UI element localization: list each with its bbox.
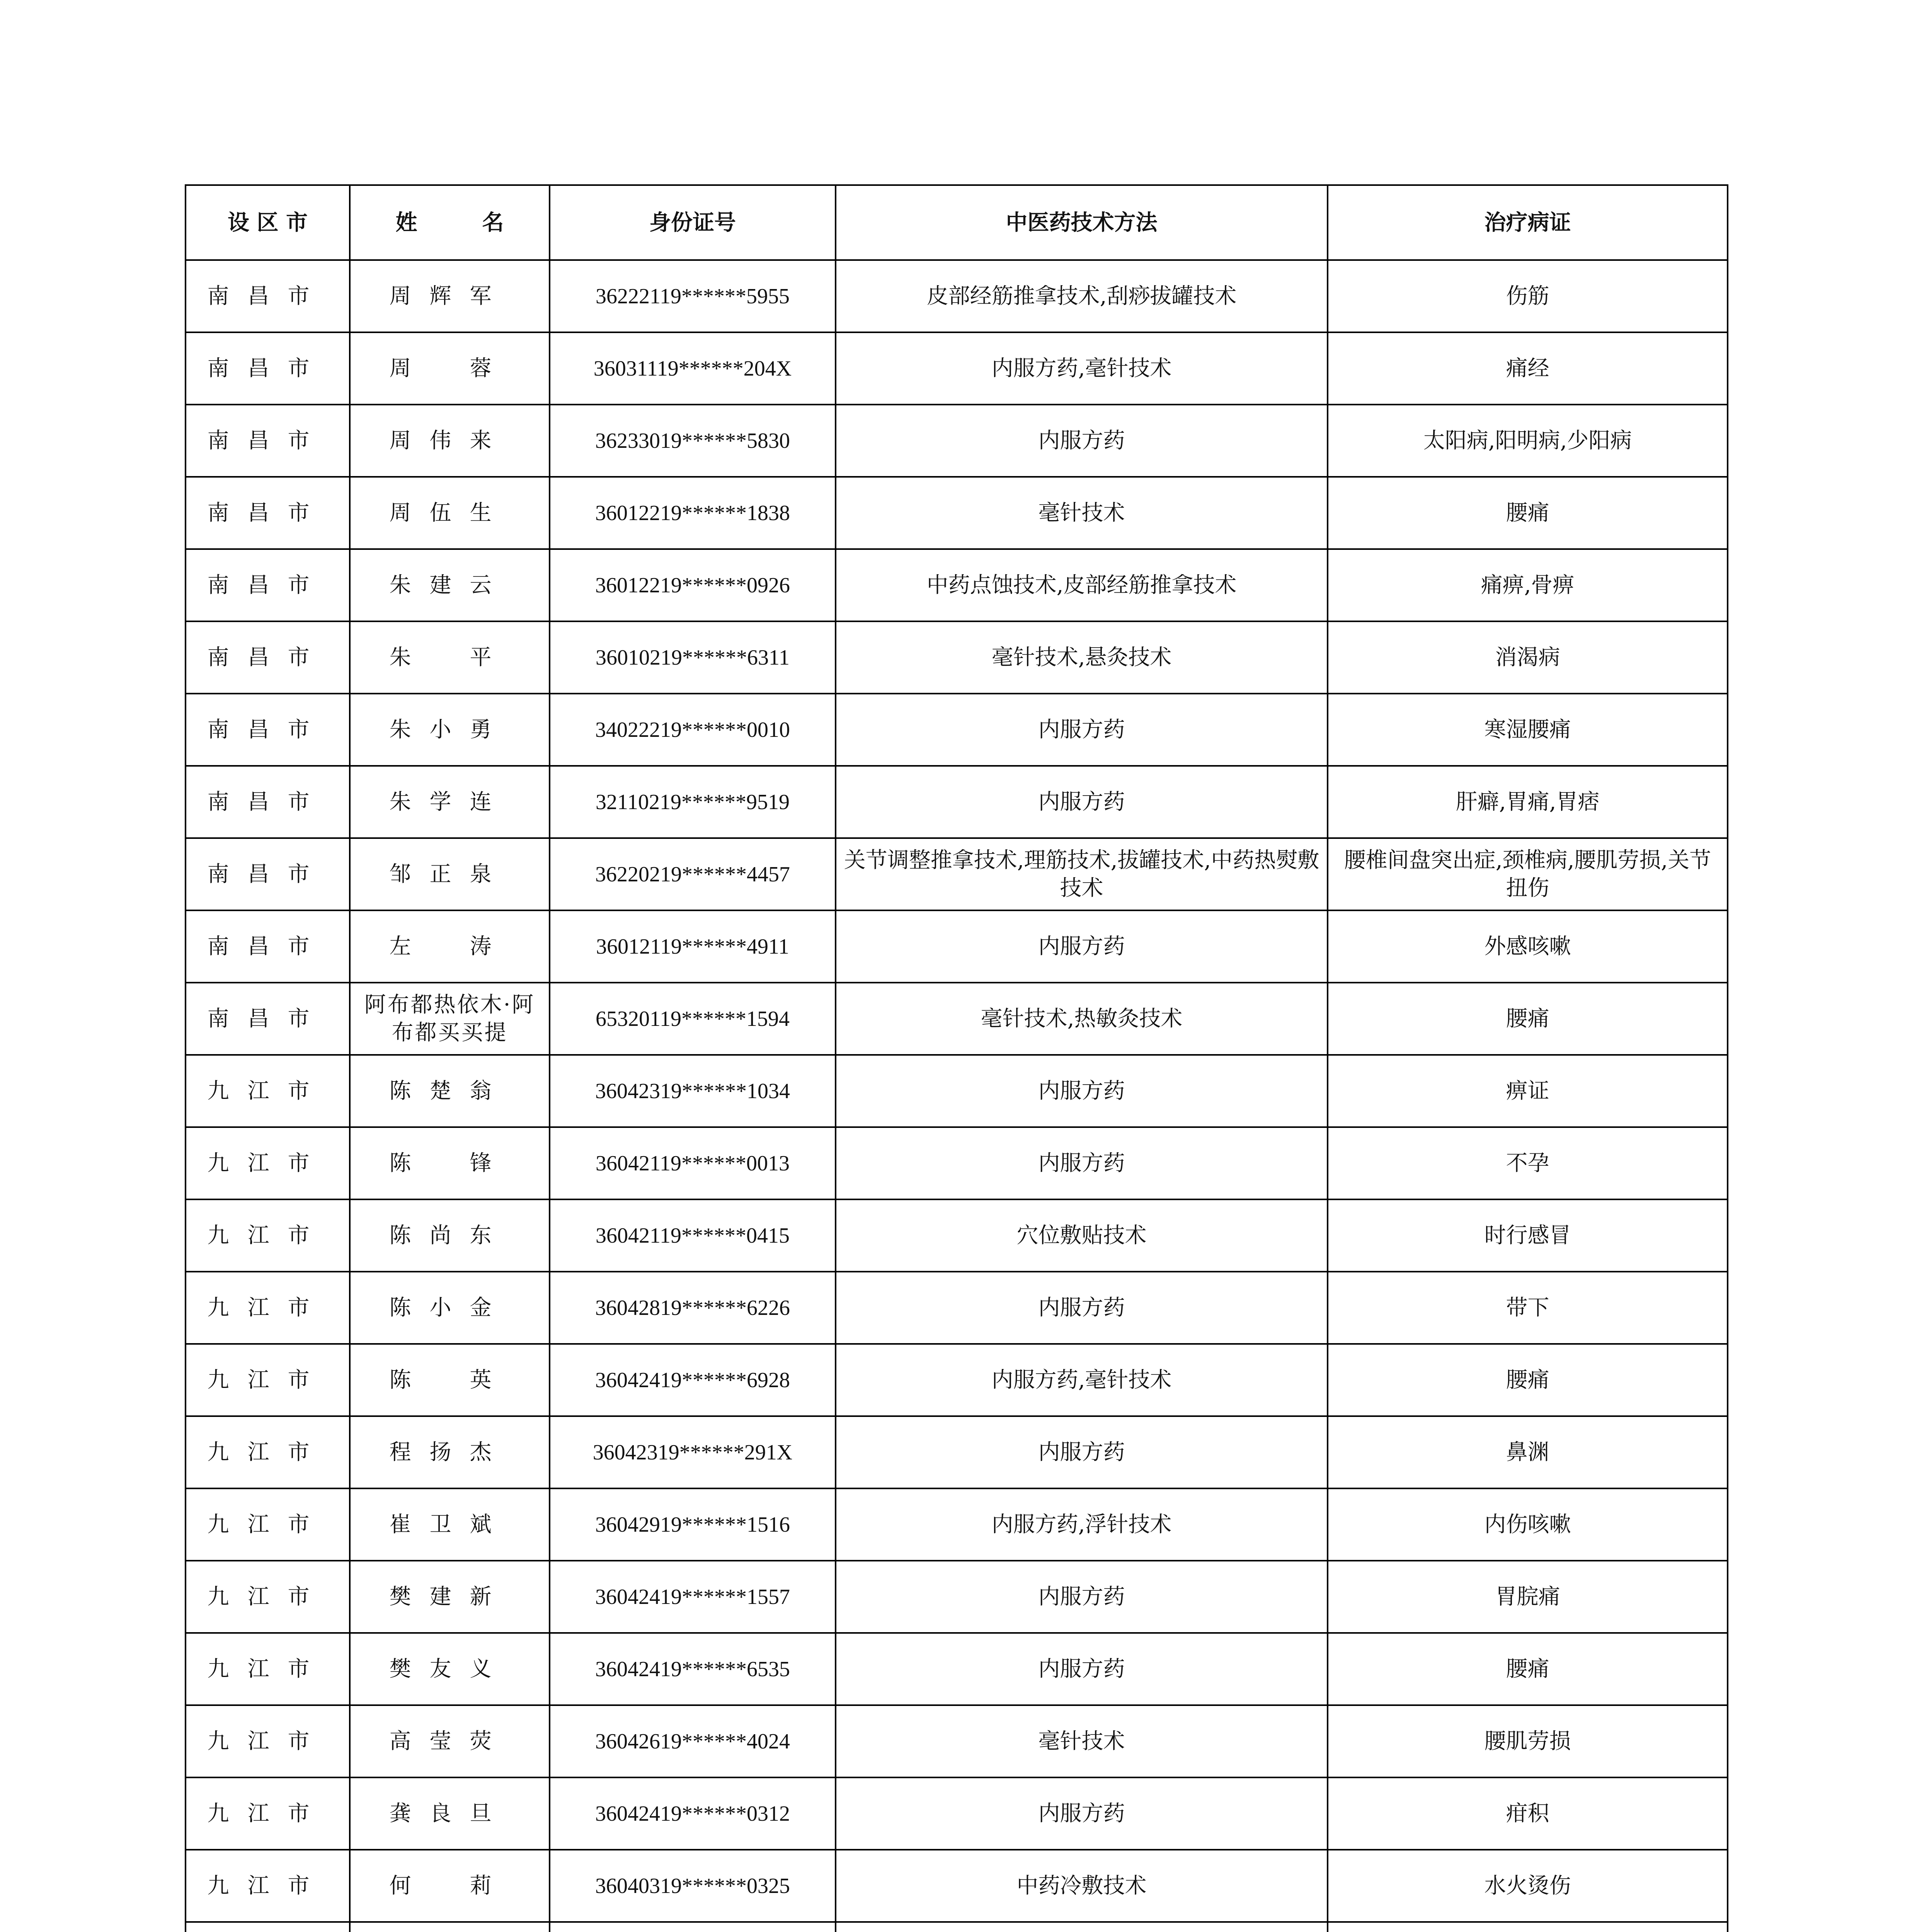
cell-name: 周伍生 xyxy=(350,477,550,549)
cell-condition: 痛经 xyxy=(1328,332,1728,405)
cell-name: 朱学连 xyxy=(350,766,550,838)
cell-condition: 痛痹,骨痹 xyxy=(1328,549,1728,621)
header-city: 设 区 市 xyxy=(186,185,350,260)
cell-id-number: 36042319******291X xyxy=(550,1416,836,1488)
cell-name: 周伟来 xyxy=(350,405,550,477)
table-row xyxy=(186,1705,1728,1777)
cell-name: 陈 英 xyxy=(350,1344,550,1416)
cell-condition: 不孕 xyxy=(1328,1127,1728,1199)
cell-city: 南昌市 xyxy=(186,405,350,477)
cell-condition: 寒湿腰痛 xyxy=(1328,694,1728,766)
cell-id-number: 36042119******0013 xyxy=(550,1127,836,1199)
cell-id-number: 36012219******1838 xyxy=(550,477,836,549)
cell-id-number: 36222119******5955 xyxy=(550,260,836,332)
cell-tcm-method: 内服方药 xyxy=(836,1561,1328,1633)
header-name: 姓 名 xyxy=(350,185,550,260)
cell-city: 九江市 xyxy=(186,1561,350,1633)
cell-city: 南昌市 xyxy=(186,549,350,621)
cell-name: 陈楚翁 xyxy=(350,1055,550,1127)
cell-condition: 消渴病 xyxy=(1328,621,1728,694)
cell-name: 樊友义 xyxy=(350,1633,550,1705)
cell-tcm-method: 内服方药 xyxy=(836,1272,1328,1344)
cell-id-number: 36042619******4024 xyxy=(550,1705,836,1777)
cell-condition: 腰痛 xyxy=(1328,1633,1728,1705)
cell-city: 南昌市 xyxy=(186,694,350,766)
cell-name: 龚良旦 xyxy=(350,1777,550,1850)
cell-tcm-method: 内服方药 xyxy=(836,694,1328,766)
cell-name: 朱小勇 xyxy=(350,694,550,766)
cell-tcm-method: 穴位敷贴技术 xyxy=(836,1199,1328,1272)
cell-name xyxy=(350,1922,550,1932)
cell-condition: 外感咳嗽 xyxy=(1328,910,1728,983)
table-header-row xyxy=(186,185,1728,260)
cell-id-number: 36042419******0312 xyxy=(550,1777,836,1850)
header-condition: 治疗病证 xyxy=(1328,185,1728,260)
cell-city: 九江市 xyxy=(186,1055,350,1127)
table-row xyxy=(186,1777,1728,1850)
cell-condition: 伤筋 xyxy=(1328,260,1728,332)
cell-id-number: 36042419******6535 xyxy=(550,1633,836,1705)
cell-name: 程扬杰 xyxy=(350,1416,550,1488)
cell-condition: 腰痛 xyxy=(1328,1344,1728,1416)
cell-tcm-method: 内服方药 xyxy=(836,1416,1328,1488)
cell-city: 九江市 xyxy=(186,1850,350,1922)
cell-condition: 疳积 xyxy=(1328,1777,1728,1850)
table-row xyxy=(186,910,1728,983)
cell-city: 九江市 xyxy=(186,1633,350,1705)
cell-tcm-method: 内服方药,毫针技术 xyxy=(836,1344,1328,1416)
cell-name: 邹正泉 xyxy=(350,838,550,910)
cell-id-number: 36012219******0926 xyxy=(550,549,836,621)
cell-id-number: 36012119******4911 xyxy=(550,910,836,983)
table-row xyxy=(186,838,1728,910)
cell-name: 左 涛 xyxy=(350,910,550,983)
cell-city: 南昌市 xyxy=(186,983,350,1055)
cell-name: 何 莉 xyxy=(350,1850,550,1922)
cell-name: 周辉军 xyxy=(350,260,550,332)
cell-condition: 太阳病,阳明病,少阳病 xyxy=(1328,405,1728,477)
table-row xyxy=(186,1561,1728,1633)
table-row xyxy=(186,1922,1728,1932)
cell-name: 朱 平 xyxy=(350,621,550,694)
table-row xyxy=(186,1344,1728,1416)
cell-name: 阿布都热依木·阿布都买买提 xyxy=(350,983,550,1055)
cell-tcm-method: 毫针技术,悬灸技术 xyxy=(836,621,1328,694)
table-row xyxy=(186,1055,1728,1127)
table-row xyxy=(186,260,1728,332)
cell-city: 九江市 xyxy=(186,1488,350,1561)
cell-name: 朱建云 xyxy=(350,549,550,621)
cell-name: 陈尚东 xyxy=(350,1199,550,1272)
cell-condition: 内伤咳嗽 xyxy=(1328,1488,1728,1561)
cell-tcm-method: 内服方药 xyxy=(836,766,1328,838)
cell-city: 南昌市 xyxy=(186,838,350,910)
cell-city: 九江市 xyxy=(186,1705,350,1777)
cell-tcm-method: 内服方药 xyxy=(836,1633,1328,1705)
table-row xyxy=(186,1850,1728,1922)
cell-name: 高莹荧 xyxy=(350,1705,550,1777)
cell-tcm-method: 皮部经筋推拿技术,刮痧拔罐技术 xyxy=(836,260,1328,332)
cell-city: 南昌市 xyxy=(186,766,350,838)
cell-condition: 鼻渊 xyxy=(1328,1416,1728,1488)
cell-id-number xyxy=(550,1922,836,1932)
cell-id-number: 65320119******1594 xyxy=(550,983,836,1055)
cell-name: 崔卫斌 xyxy=(350,1488,550,1561)
cell-id-number: 36042119******0415 xyxy=(550,1199,836,1272)
cell-condition: 腰痛 xyxy=(1328,983,1728,1055)
cell-city: 九江市 xyxy=(186,1199,350,1272)
cell-tcm-method: 中药点蚀技术,皮部经筋推拿技术 xyxy=(836,549,1328,621)
table-row xyxy=(186,983,1728,1055)
header-id-number: 身份证号 xyxy=(550,185,836,260)
cell-id-number: 36042919******1516 xyxy=(550,1488,836,1561)
cell-tcm-method: 内服方药 xyxy=(836,910,1328,983)
cell-tcm-method: 内服方药 xyxy=(836,405,1328,477)
cell-condition: 肝癖,胃痛,胃痞 xyxy=(1328,766,1728,838)
cell-city: 南昌市 xyxy=(186,260,350,332)
cell-tcm-method: 内服方药 xyxy=(836,1127,1328,1199)
cell-id-number: 36233019******5830 xyxy=(550,405,836,477)
cell-id-number: 32110219******9519 xyxy=(550,766,836,838)
cell-name: 樊建新 xyxy=(350,1561,550,1633)
cell-condition: 痹证 xyxy=(1328,1055,1728,1127)
header-tcm-method: 中医药技术方法 xyxy=(836,185,1328,260)
cell-condition: 时行感冒 xyxy=(1328,1199,1728,1272)
cell-id-number: 36042319******1034 xyxy=(550,1055,836,1127)
cell-id-number: 36042419******6928 xyxy=(550,1344,836,1416)
cell-city: 南昌市 xyxy=(186,332,350,405)
table-row xyxy=(186,1127,1728,1199)
cell-city: 九江市 xyxy=(186,1272,350,1344)
cell-city: 九江市 xyxy=(186,1127,350,1199)
table-row xyxy=(186,621,1728,694)
cell-tcm-method xyxy=(836,1922,1328,1932)
cell-tcm-method: 内服方药 xyxy=(836,1055,1328,1127)
cell-city: 九江市 xyxy=(186,1416,350,1488)
cell-tcm-method: 内服方药,浮针技术 xyxy=(836,1488,1328,1561)
cell-city: 九江市 xyxy=(186,1777,350,1850)
cell-city: 南昌市 xyxy=(186,477,350,549)
cell-id-number: 36040319******0325 xyxy=(550,1850,836,1922)
cell-id-number: 36220219******4457 xyxy=(550,838,836,910)
table-row xyxy=(186,1633,1728,1705)
table-row xyxy=(186,694,1728,766)
cell-id-number: 36010219******6311 xyxy=(550,621,836,694)
cell-id-number: 36042819******6226 xyxy=(550,1272,836,1344)
cell-id-number: 36042419******1557 xyxy=(550,1561,836,1633)
cell-city: 南昌市 xyxy=(186,621,350,694)
cell-condition: 腰痛 xyxy=(1328,477,1728,549)
table-row xyxy=(186,1272,1728,1344)
cell-id-number: 34022219******0010 xyxy=(550,694,836,766)
cell-name: 周 蓉 xyxy=(350,332,550,405)
cell-condition: 腰肌劳损 xyxy=(1328,1705,1728,1777)
cell-condition: 带下 xyxy=(1328,1272,1728,1344)
cell-condition: 腰椎间盘突出症,颈椎病,腰肌劳损,关节扭伤 xyxy=(1328,838,1728,910)
cell-tcm-method: 内服方药,毫针技术 xyxy=(836,332,1328,405)
table-row xyxy=(186,1416,1728,1488)
table-row xyxy=(186,1488,1728,1561)
table-row xyxy=(186,1199,1728,1272)
cell-tcm-method: 毫针技术 xyxy=(836,1705,1328,1777)
cell-condition: 水火烫伤 xyxy=(1328,1850,1728,1922)
cell-id-number: 36031119******204X xyxy=(550,332,836,405)
cell-name: 陈 锋 xyxy=(350,1127,550,1199)
records-table xyxy=(185,184,1728,1932)
cell-tcm-method: 毫针技术 xyxy=(836,477,1328,549)
table-row xyxy=(186,766,1728,838)
cell-city: 南昌市 xyxy=(186,910,350,983)
table-row xyxy=(186,549,1728,621)
cell-tcm-method: 关节调整推拿技术,理筋技术,拔罐技术,中药热熨敷技术 xyxy=(836,838,1328,910)
cell-tcm-method: 内服方药 xyxy=(836,1777,1328,1850)
cell-condition: 胃脘痛 xyxy=(1328,1561,1728,1633)
cell-tcm-method: 中药冷敷技术 xyxy=(836,1850,1328,1922)
table-row xyxy=(186,332,1728,405)
cell-tcm-method: 毫针技术,热敏灸技术 xyxy=(836,983,1328,1055)
table-body xyxy=(186,260,1728,1932)
table-row xyxy=(186,477,1728,549)
cell-name: 陈小金 xyxy=(350,1272,550,1344)
cell-city: 九江市 xyxy=(186,1344,350,1416)
cell-city xyxy=(186,1922,350,1932)
table-row xyxy=(186,405,1728,477)
cell-condition xyxy=(1328,1922,1728,1932)
